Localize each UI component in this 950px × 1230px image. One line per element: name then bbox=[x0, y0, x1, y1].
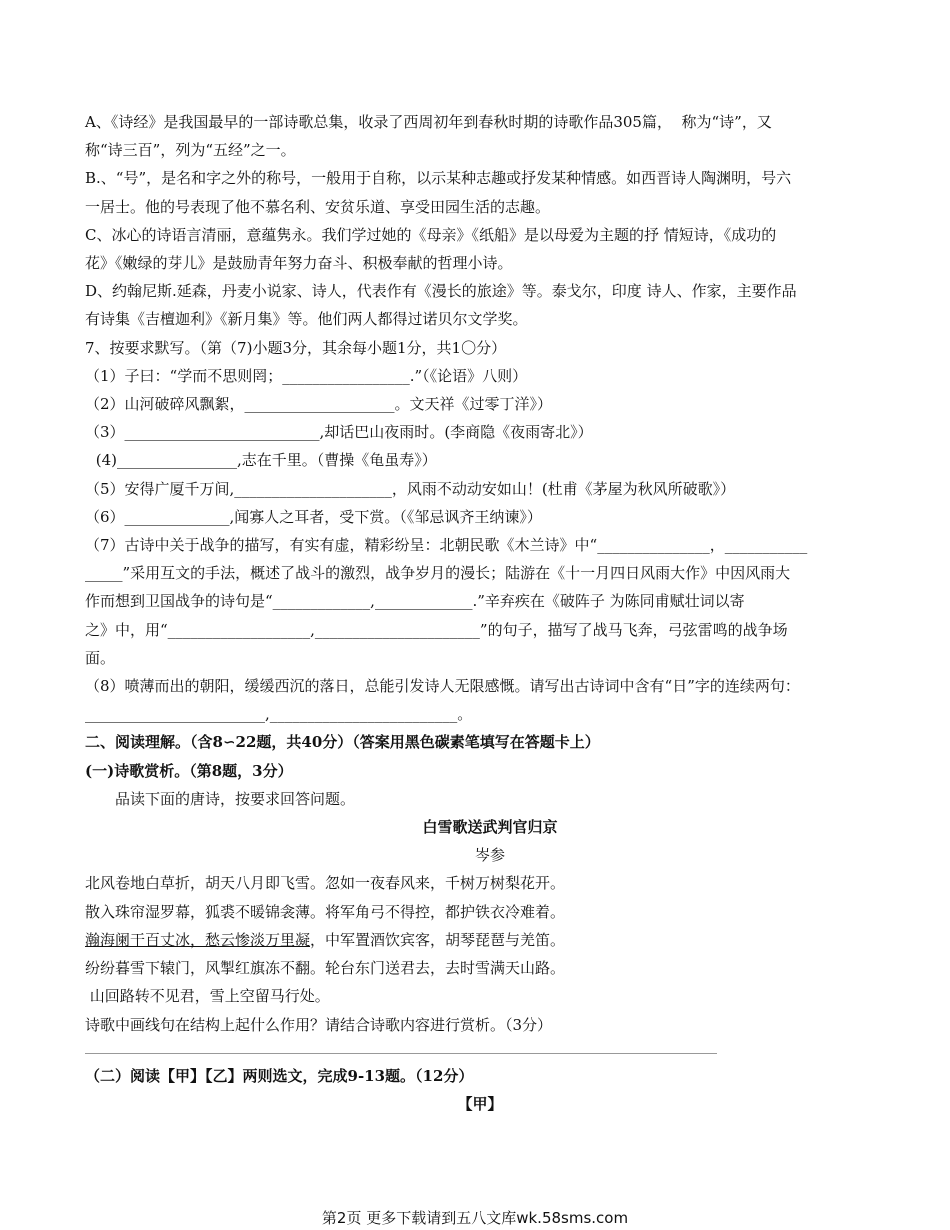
poem-line1: 北风卷地白草折，胡天八月即飞雪。忽如一夜春风来，千树万树梨花开。 bbox=[85, 874, 566, 893]
q7-item7-line4: 之》中，用“___________________,______________________”的句子，描写了战马飞奔，弓弦雷鸣的战争场 bbox=[85, 620, 788, 639]
q7-item8-line2: ________________________,_________________________。 bbox=[85, 705, 473, 724]
q7-item7-line5: 面。 bbox=[85, 648, 116, 667]
poem-author: 岑参 bbox=[474, 846, 505, 865]
q7-item5: （5）安得广厦千万间,_____________________，风雨不动动安如山！(杜甫《茅屋为秋风所破歌》） bbox=[85, 479, 736, 498]
poem-line4: 纷纷暮雪下辕门，风掣红旗冻不翻。轮台东门送君去，去时雪满天山路。 bbox=[85, 959, 566, 978]
option-a-line2: 称“诗三百”，列为“五经”之一。 bbox=[85, 141, 296, 160]
poem-line3-underlined: 瀚海阑干百丈冰，愁云惨淡万里凝 bbox=[85, 930, 311, 949]
q7-item7-line1: （7）古诗中关于战争的描写，有实有虚，精彩纷呈：北朝民歌《木兰诗》中“_______________，___________ bbox=[85, 536, 808, 555]
option-a-line1: A、《诗经》是我国最早的一部诗歌总集，收录了西周初年到春秋时期的诗歌作品305篇， 称为“诗”，又 bbox=[85, 113, 772, 131]
document-page bbox=[85, 108, 875, 1118]
poem-line3 bbox=[85, 926, 875, 954]
q7-item3: （3）__________________________,却话巴山夜雨时。(李商隐《夜雨寄北》） bbox=[85, 423, 593, 442]
option-d-line2: 有诗集《吉檀迦利》《新月集》等。他们两人都得过诺贝尔文学奖。 bbox=[85, 310, 528, 329]
section3-heading: （二）阅读【甲】【乙】两则选文，完成9-13题。（12分） bbox=[85, 1066, 474, 1085]
page-footer: 第2页 更多下载请到五八文库wk.58sms.com bbox=[321, 1209, 629, 1227]
q7-item7-line3: 作而想到卫国战争的诗句是“_____________,_____________.”辛弃疾在《破阵子 为陈同甫赋壮词以寄 bbox=[85, 592, 745, 611]
q7-item4: (4)________________,志在千里。（曹操《龟虽寿》） bbox=[91, 451, 437, 470]
poem-line5: 山回路转不见君，雪上空留马行处。 bbox=[85, 987, 330, 1006]
q7-item7-line2: _____”采用互文的手法，概述了战斗的激烈，战争岁月的漫长；陆游在《十一月四日风雨大作》中因风雨大 bbox=[85, 564, 791, 583]
section2-heading: 二、阅读理解。（含8∽22题，共40分）（答案用黑色碳素笔填写在答题卡上） bbox=[85, 733, 600, 752]
answer-line-divider bbox=[85, 1053, 717, 1054]
q7-item2: （2）山河破碎风飘絮，____________________。文天祥《过零丁洋》） bbox=[85, 395, 553, 414]
q7-heading: 7、按要求默写。（第（7)小题3分，其余每小题1分，共1〇分） bbox=[85, 338, 507, 357]
q7-item8-line1: （8）喷薄而出的朝阳，缓缓西沉的落日，总能引发诗人无限感慨。请写出古诗词中含有“日”字的连续两句： bbox=[85, 677, 800, 696]
q7-item1: （1）子曰：“学而不思则罔；_________________.”（《论语》八则） bbox=[85, 366, 528, 385]
poem-question: 诗歌中画线句在结构上起什么作用？请结合诗歌内容进行赏析。（3分） bbox=[85, 1015, 553, 1034]
poem-title: 白雪歌送武判官归京 bbox=[422, 818, 558, 837]
poem-line2: 散入珠帘湿罗幕，狐裘不暖锦衾薄。将军角弓不得控，都护铁衣冷难着。 bbox=[85, 902, 566, 921]
option-b-line1: B.、“号”，是名和字之外的称号，一般用于自称，以示某种志趣或抒发某种情感。如西晋诗人陶渊明，号六 bbox=[85, 169, 792, 188]
poem-line3-rest: ，中军置酒饮宾客，胡琴琵琶与羌笛。 bbox=[310, 930, 566, 949]
option-d-line1: D、约翰尼斯.延森，丹麦小说家、诗人，代表作有《漫长的旅途》等。泰戈尔，印度 诗人、作家，主要作品 bbox=[85, 282, 797, 301]
section2-sub1: (一)诗歌赏析。（第8题，3分） bbox=[85, 761, 293, 780]
section3-sub: 【甲】 bbox=[457, 1094, 503, 1113]
section2-instruction: 品读下面的唐诗，按要求回答问题。 bbox=[115, 789, 356, 808]
option-c-line1: C、冰心的诗语言清丽，意蕴隽永。我们学过她的《母亲》《纸船》是以母爱为主题的抒 情短诗，《成功的 bbox=[85, 225, 777, 244]
q7-item6: （6）______________,闻寡人之耳者，受下赏。（《邹忌讽齐王纳谏》） bbox=[85, 507, 542, 526]
option-c-line2: 花》《嫩绿的芽儿》是鼓励青年努力奋斗、积极奉献的哲理小诗。 bbox=[85, 254, 513, 273]
option-b-line2: 一居士。他的号表现了他不慕名利、安贫乐道、享受田园生活的志趣。 bbox=[85, 197, 551, 216]
